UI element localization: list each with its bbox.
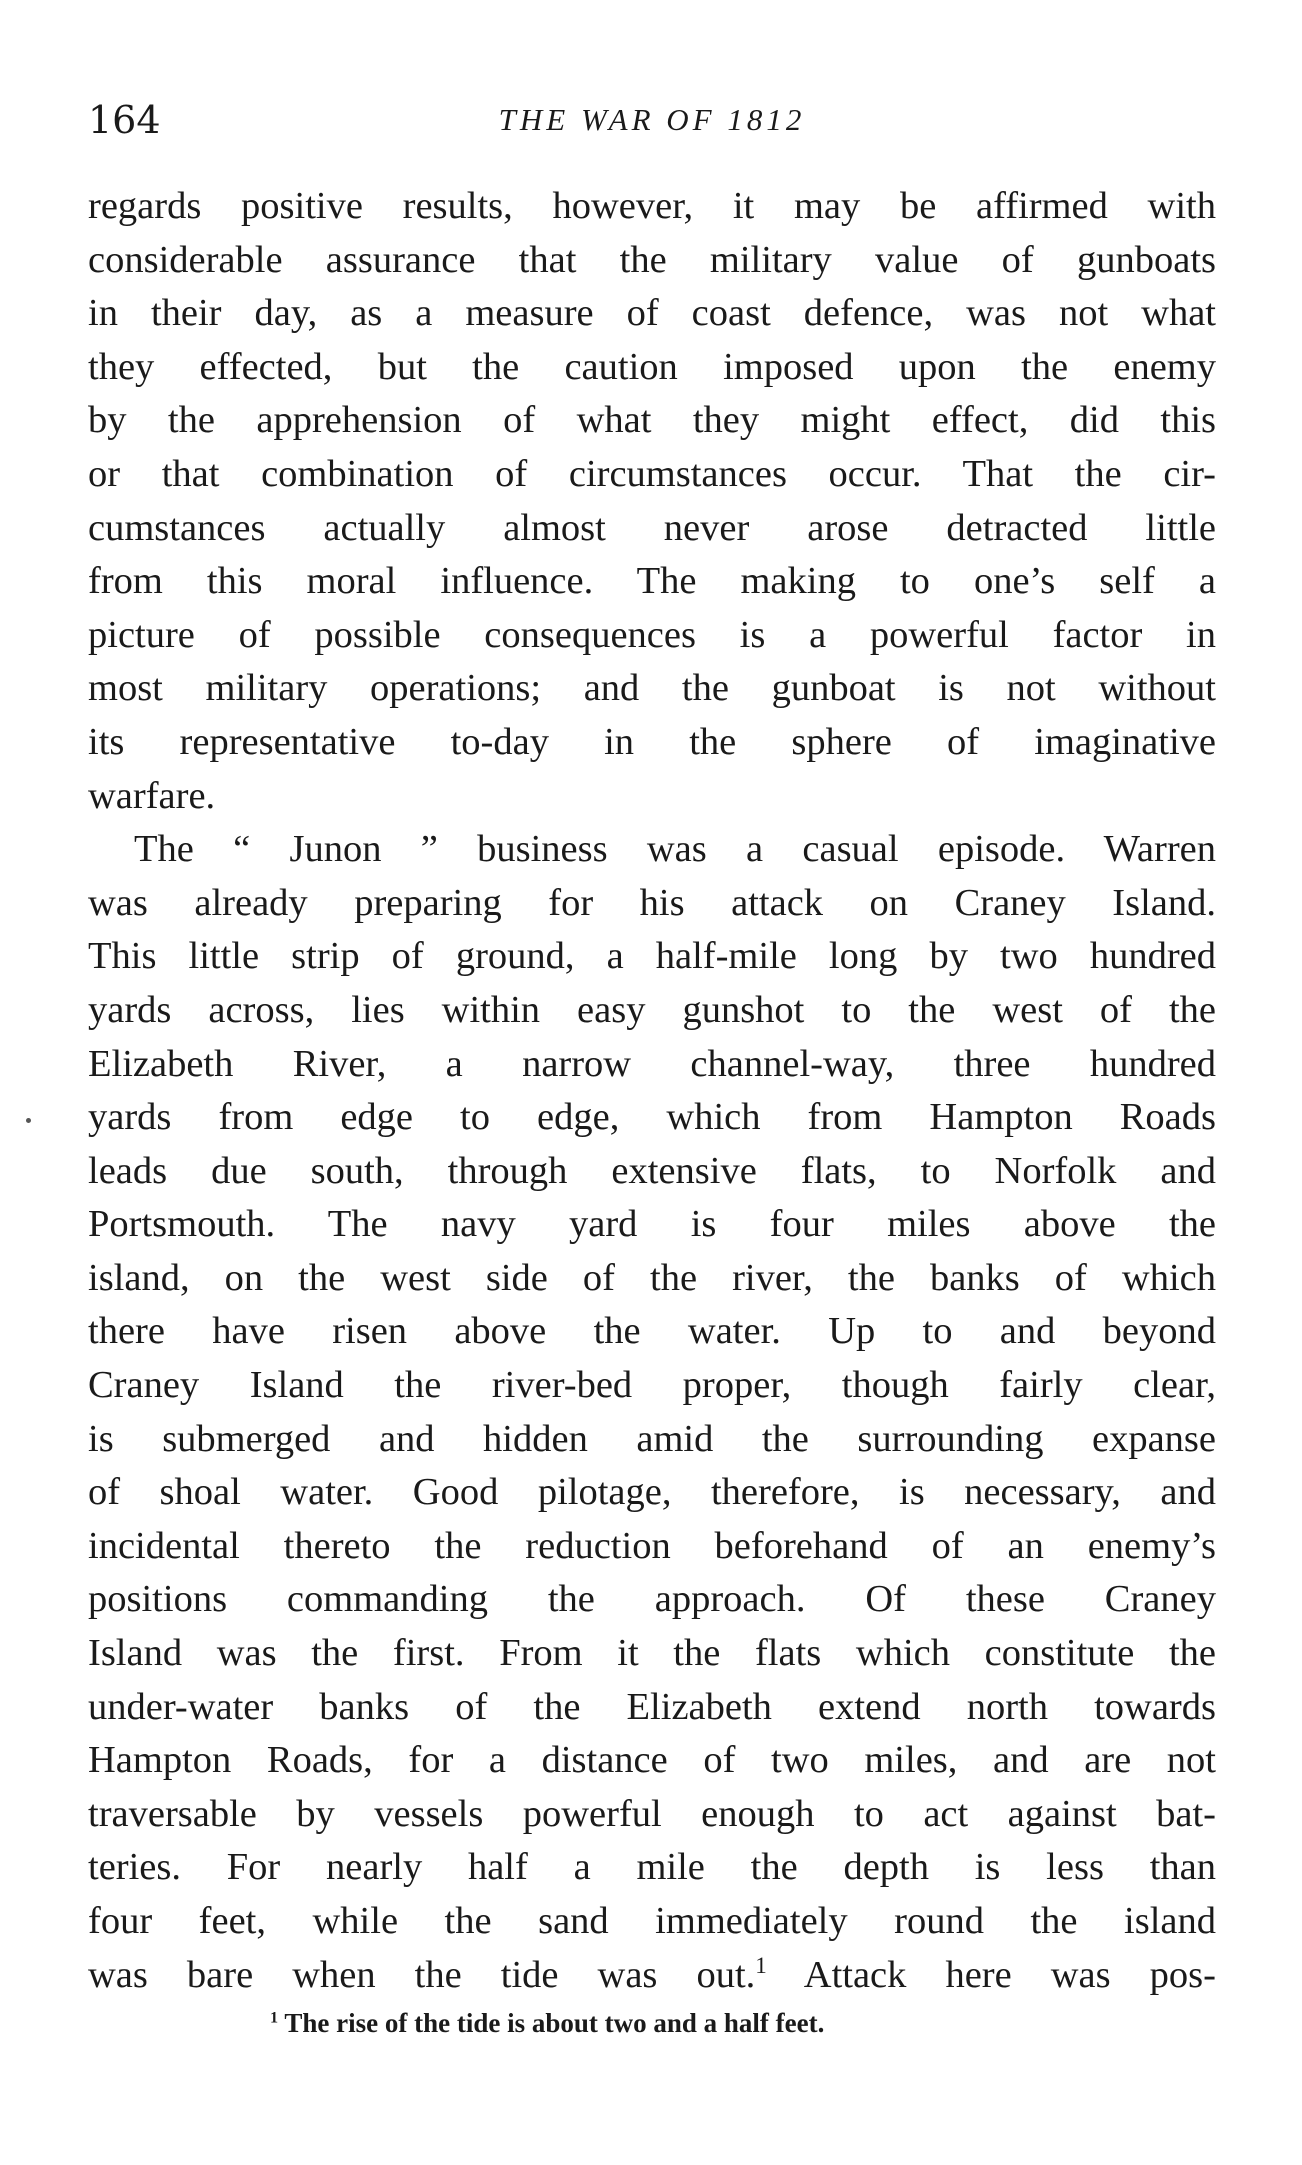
footnote <box>270 2008 824 2039</box>
text-line: there have risen above the water. Up to and beyond <box>88 1310 1216 1353</box>
text-line: positions commanding the approach. Of these Craney <box>88 1578 1216 1621</box>
margin-speck <box>26 1118 31 1123</box>
text-line: four feet, while the sand immediately round the island <box>88 1900 1216 1942</box>
text-line: This little strip of ground, a half-mile long by two hundred <box>88 935 1216 978</box>
text-line: regards positive results, however, it may be affirmed with <box>88 185 1216 227</box>
text-line: is submerged and hidden amid the surrounding expanse <box>88 1417 1216 1460</box>
text-line: from this moral influence. The making to one’s self a <box>88 560 1216 603</box>
text-line: Elizabeth River, a narrow channel-way, three hundred <box>88 1042 1216 1085</box>
text-line: under-water banks of the Elizabeth extend north towards <box>88 1685 1216 1728</box>
text-line: yards from edge to edge, which from Hampton Roads <box>88 1096 1216 1139</box>
text-line: Hampton Roads, for a distance of two miles, and are not <box>88 1739 1216 1782</box>
line-text-after-ref: Attack here was pos- <box>766 1953 1216 1996</box>
text-line: considerable assurance that the military value of gunboats <box>88 238 1216 281</box>
text-line: Craney Island the river-bed proper, though fairly clear, <box>88 1364 1216 1407</box>
page-number: 164 <box>88 98 161 142</box>
text-line: teries. For nearly half a mile the depth is less than <box>88 1846 1216 1889</box>
footnote-text: The rise of the tide is about two and a half feet. <box>278 2008 825 2038</box>
text-line: they effected, but the caution imposed upon the enemy <box>88 345 1216 388</box>
text-line: island, on the west side of the river, the banks of which <box>88 1256 1216 1299</box>
text-line: was already preparing for his attack on Craney Island. <box>88 881 1216 924</box>
text-line: incidental thereto the reduction beforehand of an enemy’s <box>88 1524 1216 1567</box>
text-line: leads due south, through extensive flats, to Norfolk and <box>88 1149 1216 1192</box>
text-line: Portsmouth. The navy yard is four miles above the <box>88 1203 1216 1246</box>
text-line: Island was the first. From it the flats which constitute the <box>88 1632 1216 1675</box>
paragraph-end-line: warfare. <box>88 774 216 817</box>
text-line: of shoal water. Good pilotage, therefore, is necessary, and <box>88 1471 1216 1514</box>
body-text <box>88 180 1216 2002</box>
page-header <box>88 98 1216 148</box>
text-line: traversable by vessels powerful enough to act against bat- <box>88 1792 1216 1835</box>
text-line: yards across, lies within easy gunshot to the west of the <box>88 988 1216 1031</box>
text-line: its representative to-day in the sphere of imaginative <box>88 720 1216 763</box>
text-line: or that combination of circumstances occur. That the cir- <box>88 452 1216 495</box>
text-line: cumstances actually almost never arose detracted little <box>88 506 1216 549</box>
text-line-with-footnote-ref <box>88 1949 1216 2003</box>
running-head: THE WAR OF 1812 <box>498 102 806 137</box>
paragraph-start-line: The “ Junon ” business was a casual episode. Warren <box>134 828 1216 871</box>
line-text-before-ref: was bare when the tide was out. <box>88 1953 756 1996</box>
text-line: picture of possible consequences is a powerful factor in <box>88 613 1216 656</box>
text-line: in their day, as a measure of coast defence, was not what <box>88 292 1216 335</box>
footnote-marker: 1 <box>270 2008 279 2027</box>
footnote-reference[interactable]: 1 <box>755 1951 767 1978</box>
text-line: most military operations; and the gunboat is not without <box>88 667 1216 710</box>
text-line: by the apprehension of what they might effect, did this <box>88 399 1216 442</box>
